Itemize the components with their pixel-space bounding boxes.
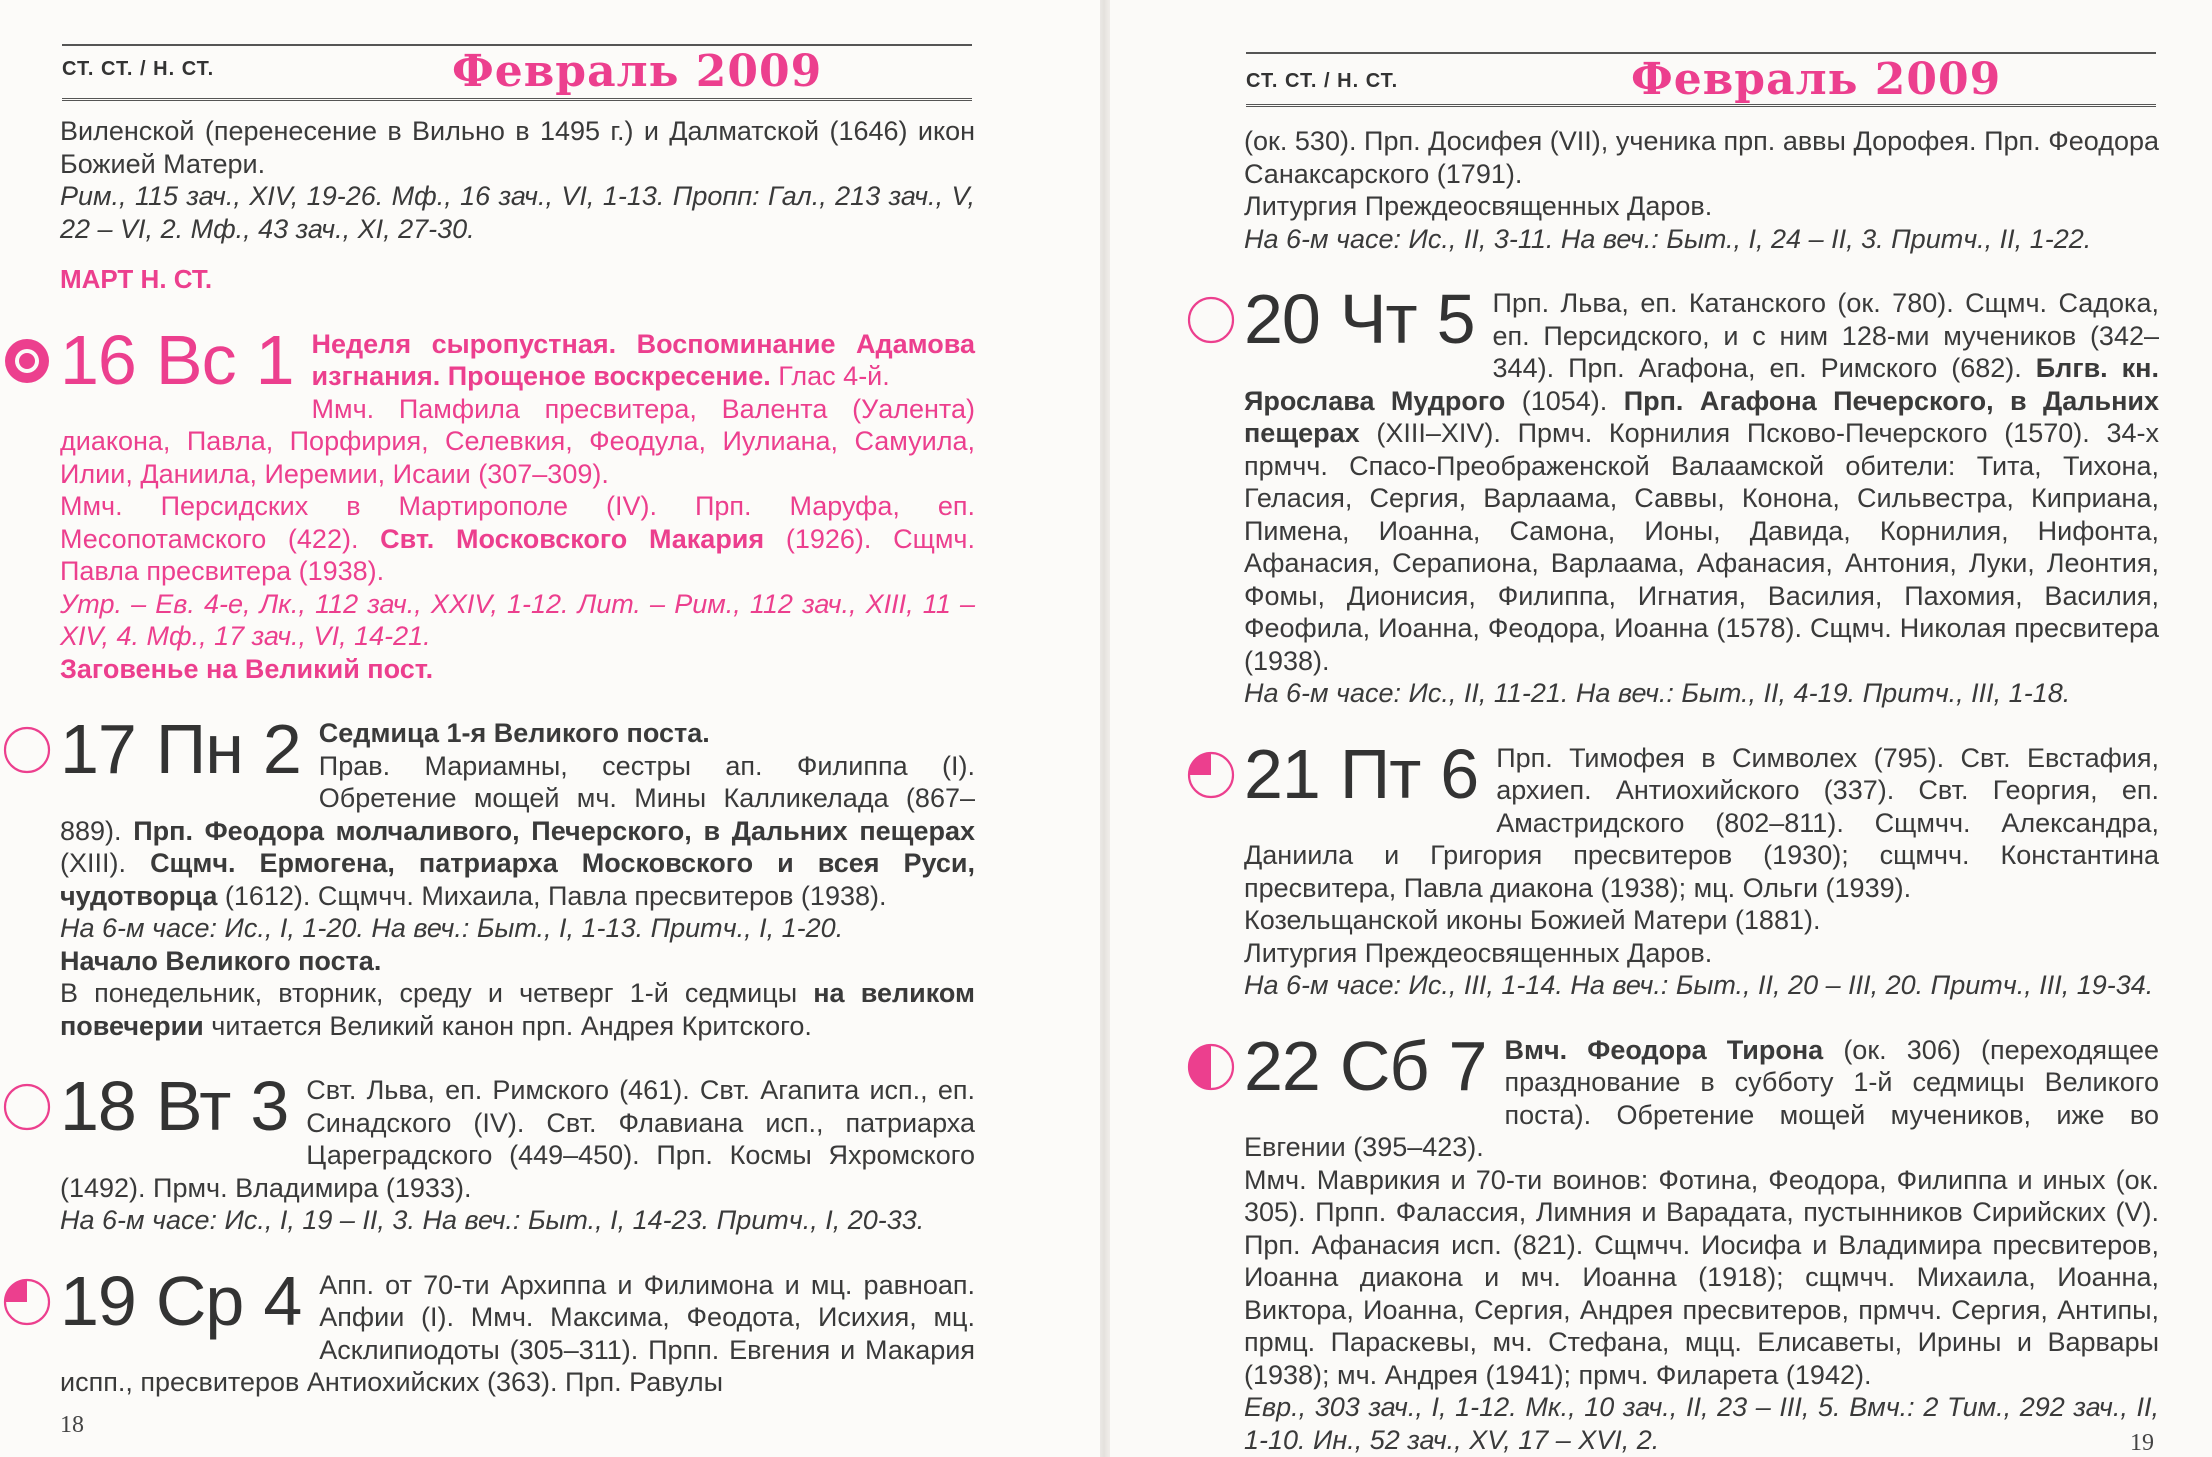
moon-phase-icon xyxy=(2,725,52,775)
day-heading xyxy=(1244,280,1475,358)
day-reading: Евр., 303 зач., I, 1-12. Мк., 10 зач., II, 23 – III, 5. Вмч.: 2 Тим., 292 зач., II, 1-10. Ин., 52 зач., XV, 17 – XVI, 2. xyxy=(1244,1392,2159,1455)
day-heading xyxy=(60,710,301,788)
day-heading xyxy=(60,320,294,399)
day-of-week: Вс xyxy=(155,320,236,399)
day-reading: Утр. – Ев. 4-е, Лк., 112 зач., XXIV, 1-12. Лит. – Рим., 112 зач., XIII, 11 – XIV, 4. Мф., 17 зач., VI, 14-21. xyxy=(60,588,975,651)
day-heading xyxy=(1244,1026,1487,1105)
moon-phase-icon xyxy=(2,1277,52,1327)
day-number: 21 xyxy=(1244,734,1320,813)
day-text: (XIII). xyxy=(60,848,151,878)
march-section-title: МАРТ Н. СТ. xyxy=(60,264,213,294)
day-heading xyxy=(60,1067,289,1145)
day-text: (ок. 306) (переходящее празднование в субботу 1-й седмицы Великого поста). Обретение мощей мучеников, иже во Евгении (395–423). xyxy=(1244,1034,2159,1162)
moon-phase-icon xyxy=(1186,750,1236,800)
day-number: 22 xyxy=(1244,1026,1320,1105)
day-of-week: Чт xyxy=(1339,280,1417,358)
day-text: Ммч. Маврикия и 70-ти воинов: Фотина, Феодора, Филиппа и иных (ок. 305). Прпп. Фалассия, Лимния и Варадата, пустынников Сирийских (V). Прп. Афанасия исп. (821). Сщмчч. Иосифа и Владимира пресвитеров, Иоанна диакона и мч. Иоанна (1918); сщмчч. Михаила, Иоанна, Виктора, Иоанна, Сергия, Андрея пресвитеров, прмчч. Сергия, Антипы, прмц. Параскевы, мч. Стефана, мцц. Елисаветы, Ирины и Варвары (1938); мч. Андрея (1941); прмч. Филарета (1942). xyxy=(1244,1164,2159,1390)
page-header xyxy=(1246,48,2156,118)
month-title: Февраль 2009 xyxy=(452,46,823,97)
day-reading: На 6-м часе: Ис., III, 1-14. На веч.: Быт., II, 20 – III, 20. Притч., III, 19-34. xyxy=(1244,970,2154,1000)
day-note: Заговенье на Великий пост. xyxy=(60,653,434,684)
old-style-day: 7 xyxy=(1448,1026,1487,1105)
old-style-day: 4 xyxy=(263,1261,302,1340)
old-style-day: 2 xyxy=(262,710,301,788)
page-number: 18 xyxy=(60,1412,84,1438)
day-entry-21 xyxy=(1244,734,2159,1002)
day-text: (1926). Сщмч. Павла пресвитера (1938). xyxy=(60,523,975,586)
month-title: Февраль 2009 xyxy=(1631,54,2002,105)
day-entry-19 xyxy=(60,1261,975,1399)
intro-text: Литургия Преждеосвященных Даров. xyxy=(1244,191,1713,221)
day-text: Апп. от 70-ти Архиппа и Филимона и мц. равноап. Апфии (I). Ммч. Максима, Феодота, Исихия, мц. Асклипиодоты (305–311). Прпп. Евгения и Макария испп., пресвитеров Антиохийских (363). Прп. Равулы xyxy=(60,1269,975,1397)
day-entry-18 xyxy=(60,1067,975,1237)
header-double-rule xyxy=(1246,104,2156,110)
day-entry-20 xyxy=(1244,280,2159,710)
day-text: Прав. Мариамны, сестры ап. Филиппа (I). Обретение мощей мч. Мины Калликелада (867–889). xyxy=(60,750,975,846)
intro-text: (ок. 530). Прп. Досифея (VII), ученика прп. аввы Дорофея. Прп. Феодора Санаксарского (1791). xyxy=(1244,126,2159,189)
moon-phase-icon xyxy=(2,1082,52,1132)
day-number: 16 xyxy=(60,320,136,399)
day-entry-22 xyxy=(1244,1026,2159,1457)
day-text: Козельщанской иконы Божией Матери (1881). xyxy=(1244,905,1821,935)
left-content xyxy=(60,115,975,1399)
old-new-style-label: СТ. СТ. / Н. СТ. xyxy=(1246,70,1399,92)
day-text: (XIII–XIV). Прмч. Корнилия Псково-Печерского (1570). 34-х прмчч. Спасо-Преображенской Валаамской обители: Тита, Тихона, Геласия, Сергия, Варлаама, Саввы, Конона, Сильвестра, Киприана, Пимена, Иоанна, Самона, Ионы, Давида, Корнилия, Нифонта, Афанасия, Серапиона, Варлаама, Афанасия, Антония, Луки, Леонтия, Фомы, Дионисия, Филиппа, Игнатия, Василия, Пахомия, Василия, Феофила, Иоанна, Феодора, Иоанна (1578). Сщмч. Николая пресвитера (1938). xyxy=(1244,418,2159,676)
day-of-week: Пн xyxy=(155,710,243,788)
day-text: Литургия Преждеосвященных Даров. xyxy=(1244,937,1713,968)
day-text-bold: на великом повечерии xyxy=(60,978,975,1041)
day-title: Вмч. Феодора Тирона xyxy=(1504,1034,1824,1065)
day-text-bold: Блгв. кн. Ярослава Мудрого xyxy=(1244,353,2159,416)
day-of-week: Сб xyxy=(1339,1026,1429,1105)
day-entry-16 xyxy=(60,320,975,686)
intro-text: Виленской (перенесение в Вильно в 1495 г.) и Далматской (1646) икон Божией Матери. xyxy=(60,116,975,179)
day-text-bold: Прп. Агафона Печерского, в Дальних пещерах xyxy=(1244,385,2159,448)
day-reading: На 6-м часе: Ис., I, 19 – II, 3. На веч.: Быт., I, 14-23. Притч., I, 20-33. xyxy=(60,1205,925,1235)
right-content xyxy=(1244,125,2159,1456)
day-text: читается Великий канон прп. Андрея Критского. xyxy=(203,1010,812,1041)
day-text: Ммч. Памфила пресвитера, Валента (Уалента) диакона, Павла, Порфирия, Селевкия, Феодула, Иулиана, Самуила, Илии, Даниила, Иеремии, Исаии (307–309). xyxy=(60,393,975,489)
intro-reading: Рим., 115 зач., XIV, 19-26. Мф., 16 зач., VI, 1-13. Пропп: Гал., 213 зач., V, 22 – VI, 2. Мф., 43 зач., XI, 27-30. xyxy=(60,181,975,244)
header-double-rule xyxy=(62,98,972,104)
day-text: В понедельник, вторник, среду и четверг 1-й седмицы xyxy=(60,978,814,1008)
day-text-bold: Свт. Московского Макария xyxy=(380,523,765,554)
day-entry-17 xyxy=(60,710,976,1042)
day-title-tail: Глас 4-й. xyxy=(770,361,890,391)
day-title: Неделя сыропустная. Воспоминание Адамова изгнания. Прощеное воскресение. xyxy=(311,328,975,391)
day-heading xyxy=(1244,734,1479,813)
moon-phase-icon xyxy=(1186,295,1236,345)
page-header xyxy=(62,40,972,110)
day-text: Ммч. Персидских в Мартирополе (IV). Прп. Маруфа, еп. Месопотамского (422). xyxy=(60,491,975,554)
day-text-bold: Сщмч. Ермогена, патриарха Московского и всея Руси, чудотворца xyxy=(60,848,976,911)
old-style-day: 5 xyxy=(1436,280,1475,358)
left-page xyxy=(0,0,1100,1457)
day-text-bold: Прп. Феодора молчаливого, Печерского, в Дальних пещерах xyxy=(133,815,976,846)
day-title: Седмица 1-я Великого поста. xyxy=(318,718,710,748)
moon-phase-icon xyxy=(2,336,52,386)
day-of-week: Пт xyxy=(1339,734,1421,813)
old-style-day: 3 xyxy=(250,1067,289,1145)
intro-reading: На 6-м часе: Ис., II, 3-11. На веч.: Быт., I, 24 – II, 3. Притч., II, 1-22. xyxy=(1244,223,2092,254)
right-page xyxy=(1110,0,2212,1457)
day-reading: На 6-м часе: Ис., II, 11-21. На веч.: Быт., II, 4-19. Притч., III, 1-18. xyxy=(1244,678,2071,708)
day-heading xyxy=(60,1261,302,1340)
day-text: (1054). xyxy=(1505,385,1624,416)
day-text: Прп. Тимофея в Символех (795). Свт. Евстафия, архиеп. Антиохийского (337). Свт. Георгия, еп. Амастридского (802–811). Сщмчч. Александра, Даниила и Григория пресвитеров (1930); сщмчч. Константина пресвитера, Павла диакона (1938); мц. Ольги (1939). xyxy=(1244,742,2159,903)
day-of-week: Ср xyxy=(155,1261,244,1340)
day-text: (1612). Сщмчч. Михаила, Павла пресвитеров (1938). xyxy=(217,880,887,911)
moon-phase-icon xyxy=(1186,1042,1236,1092)
day-reading: На 6-м часе: Ис., I, 1-20. На веч.: Быт., I, 1-13. Притч., I, 1-20. xyxy=(60,913,844,943)
day-of-week: Вт xyxy=(155,1067,231,1145)
day-text: Свт. Льва, еп. Римского (461). Свт. Агапита исп., еп. Синадского (IV). Свт. Флавиана исп., патриарха Цареградского (449–450). Прп. Космы Яхромского (1492). Прмч. Владимира (1933). xyxy=(60,1075,975,1203)
old-style-day: 6 xyxy=(1440,734,1479,813)
old-style-day: 1 xyxy=(255,320,294,399)
day-number: 20 xyxy=(1244,280,1320,358)
day-note: Начало Великого поста. xyxy=(60,945,382,976)
old-new-style-label: СТ. СТ. / Н. СТ. xyxy=(62,58,215,80)
page-number: 19 xyxy=(2130,1430,2154,1456)
day-number: 18 xyxy=(60,1067,136,1145)
day-text: Прп. Льва, еп. Катанского (ок. 780). Сщмч. Садока, еп. Персидского, и с ним 128-ми мучеников (342–344). Прп. Агафона, еп. Римского (682). xyxy=(1492,288,2159,383)
day-number: 17 xyxy=(60,710,136,788)
day-number: 19 xyxy=(60,1261,136,1340)
